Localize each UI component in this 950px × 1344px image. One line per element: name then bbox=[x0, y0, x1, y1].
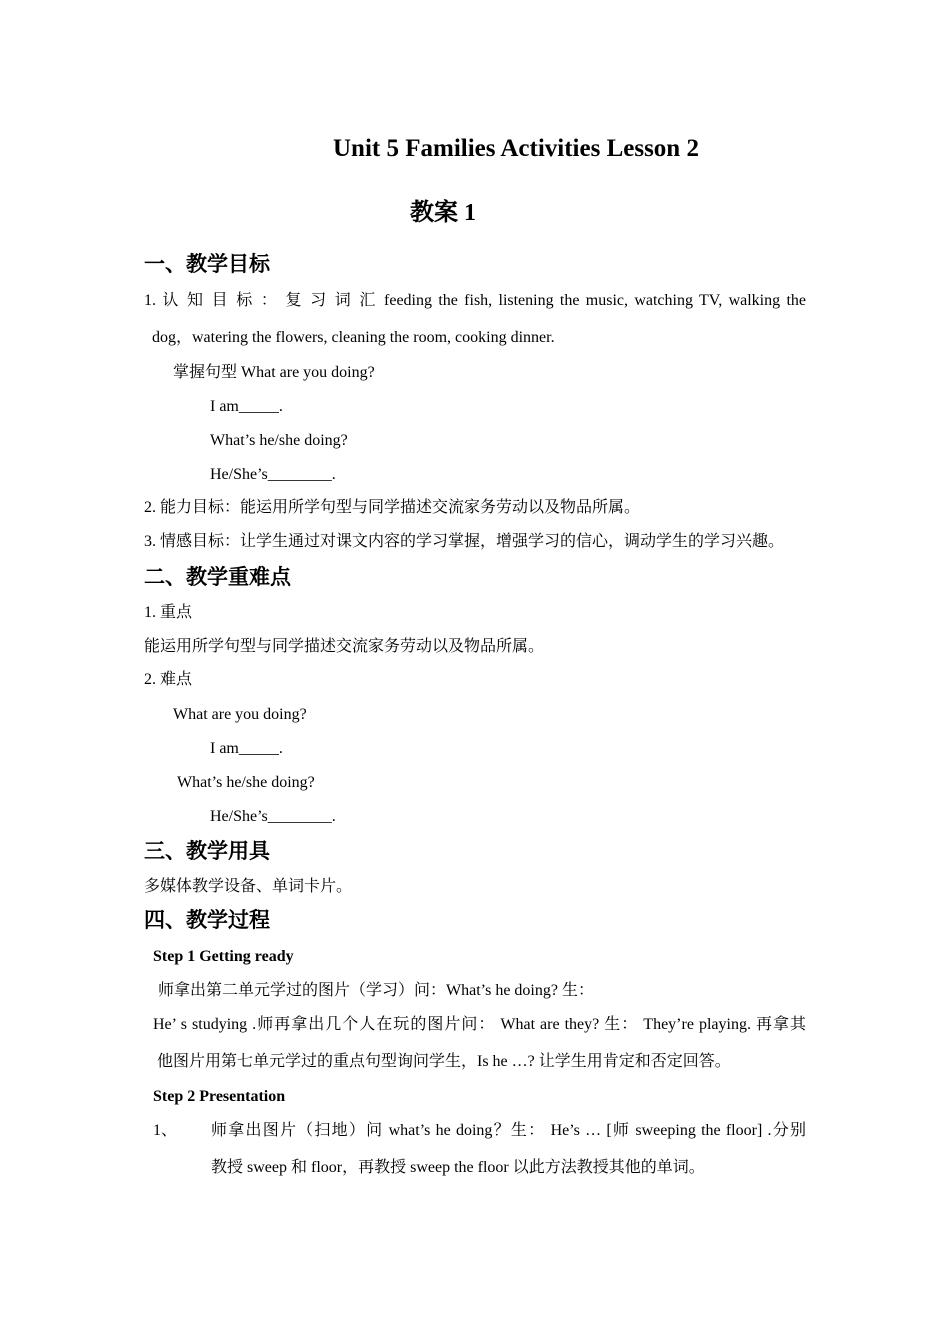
step1-title: Step 1 Getting ready bbox=[153, 948, 294, 965]
document-subtitle: 教案 1 bbox=[410, 200, 476, 226]
pattern-intro: 掌握句型 What are you doing? bbox=[173, 364, 375, 381]
section-heading-key-points: 二、教学重难点 bbox=[144, 565, 291, 589]
step2-line1: 师拿出图片（扫地）问 what’s he doing？生： He’s … [师 sweeping the floor] .分别 bbox=[211, 1122, 806, 1139]
document-title: Unit 5 Families Activities Lesson 2 bbox=[333, 135, 699, 162]
step2-line2: 教授 sweep 和 floor，再教授 sweep the floor 以此方法教授其他的单词。 bbox=[211, 1159, 705, 1176]
section-heading-procedure: 四、教学过程 bbox=[144, 908, 270, 932]
key-point-label: 1. 重点 bbox=[144, 604, 193, 621]
difficulty-d: He/She’s________. bbox=[210, 808, 336, 825]
pattern-c: He/She’s________. bbox=[210, 466, 336, 483]
pattern-b: What’s he/she doing? bbox=[210, 432, 348, 449]
objective-3: 3. 情感目标：让学生通过对课文内容的学习掌握，增强学习的信心，调动学生的学习兴趣。 bbox=[144, 533, 785, 550]
difficulty-b: I am_____. bbox=[210, 740, 283, 757]
difficulty-a: What are you doing? bbox=[173, 706, 307, 723]
step1-line2: He’ s studying .师再拿出几个人在玩的图片问： What are they? 生： They’re playing. 再拿其 bbox=[153, 1016, 806, 1033]
objective-2: 2. 能力目标：能运用所学句型与同学描述交流家务劳动以及物品所属。 bbox=[144, 499, 641, 516]
section-heading-objectives: 一、教学目标 bbox=[144, 252, 270, 276]
difficulty-c: What’s he/she doing? bbox=[177, 774, 315, 791]
pattern-a: I am_____. bbox=[210, 398, 283, 415]
difficulty-label: 2. 难点 bbox=[144, 671, 193, 688]
materials-text: 多媒体教学设备、单词卡片。 bbox=[144, 878, 353, 895]
step1-line1: 师拿出第二单元学过的图片（学习）问：What’s he doing? 生： bbox=[158, 982, 594, 999]
objective-1-line1: 1. 认 知 目 标 ： 复 习 词 汇 feeding the fish, listening the music, watching TV, walking the bbox=[144, 292, 806, 309]
key-point-text: 能运用所学句型与同学描述交流家务劳动以及物品所属。 bbox=[144, 638, 545, 655]
step2-number: 1、 bbox=[153, 1122, 178, 1139]
section-heading-materials: 三、教学用具 bbox=[144, 839, 270, 863]
step2-title: Step 2 Presentation bbox=[153, 1088, 286, 1105]
objective-1-line2: dog，watering the flowers, cleaning the room, cooking dinner. bbox=[152, 329, 555, 346]
step1-line3: 他图片用第七单元学过的重点句型询问学生，Is he …? 让学生用肯定和否定回答。 bbox=[157, 1053, 731, 1070]
